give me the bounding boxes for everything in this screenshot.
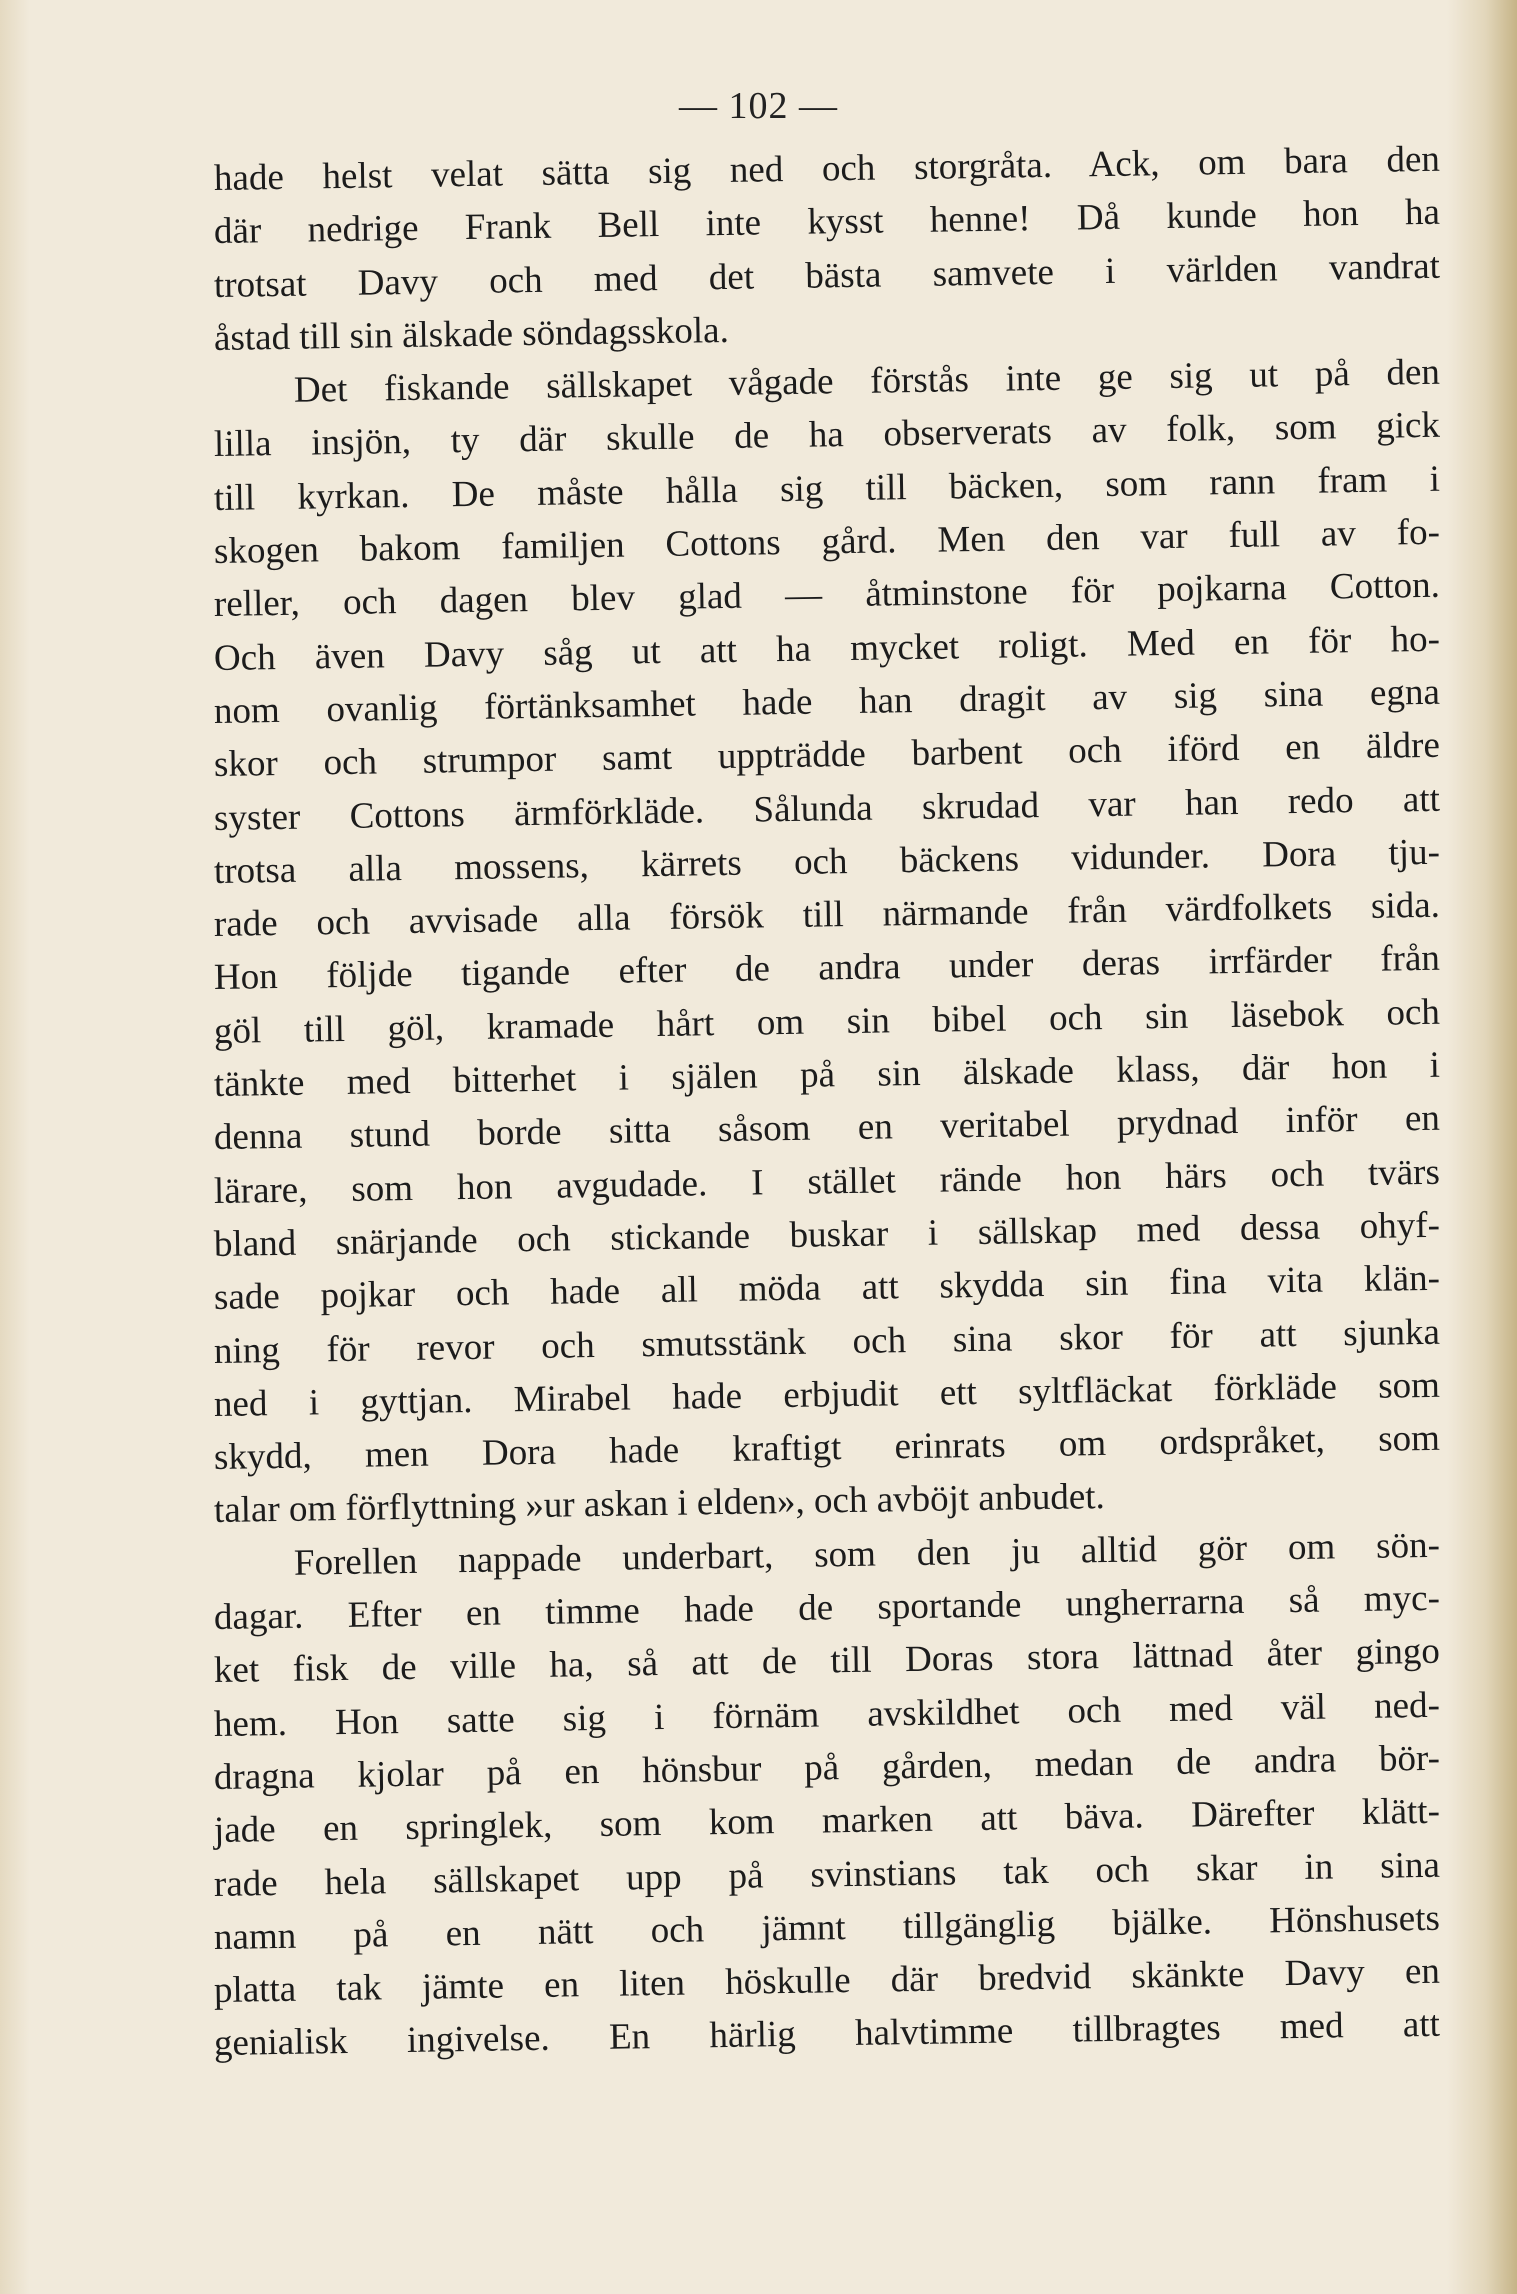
text-line: jade en springlek, som kom marken att bäva. Därefter klätt- <box>213 1790 1441 1852</box>
text-line: skor och strumpor samt uppträdde barbent och iförd en äldre <box>213 725 1441 786</box>
text-line: rade och avvisade alla försök till närmande från värdfolkets sida. <box>213 884 1441 946</box>
page-number: — 102 — <box>679 85 838 127</box>
text-line: dragna kjolar på en hönsbur på gården, medan de andra bör- <box>213 1737 1441 1798</box>
text-line: talar om förflyttning »ur askan i elden», och avböjt anbudet. <box>213 1476 1106 1532</box>
text-line: denna stund borde sitta såsom en veritabel prydnad inför en <box>213 1098 1441 1159</box>
text-line: bland snärjande och stickande buskar i sällskap med dessa ohyf- <box>213 1204 1441 1265</box>
text-line: Och även Davy såg ut att ha mycket roligt. Med en för ho- <box>213 618 1441 679</box>
text-line: lilla insjön, ty där skulle de ha observerats av folk, som gick <box>213 405 1441 466</box>
text-line: Hon följde tigande efter de andra under deras irrfärder från <box>213 938 1441 999</box>
text-line: reller, och dagen blev glad — åtminstone för pojkarna Cotton. <box>213 565 1441 626</box>
text-line: där nedrige Frank Bell inte kysst henne! Då kunde hon ha <box>213 192 1441 253</box>
text-line: sade pojkar och hade all möda att skydda sin fina vita klän- <box>213 1257 1441 1319</box>
body-text <box>213 138 1441 2071</box>
page-gutter-shadow <box>0 0 30 2294</box>
text-line: göl till göl, kramade hårt om sin bibel och sin läsebok och <box>213 991 1441 1052</box>
text-line: skogen bakom familjen Cottons gård. Men den var full av fo- <box>213 511 1441 573</box>
page-edge-shadow <box>1447 0 1517 2294</box>
text-line: trotsa alla mossens, kärrets och bäckens vidunder. Dora tju- <box>213 831 1441 892</box>
text-line: lärare, som hon avgudade. I stället rände hon härs och tvärs <box>213 1151 1441 1212</box>
text-line: trotsat Davy och med det bästa samvete i världen vandrat <box>213 245 1441 306</box>
text-line: syster Cottons ärmförkläde. Sålunda skrudad var han redo att <box>213 778 1441 839</box>
text-line: Det fiskande sällskapet vågade förstås inte ge sig ut på den <box>293 351 1441 411</box>
text-line: hem. Hon satte sig i förnäm avskildhet och med väl ned- <box>213 1684 1441 1745</box>
text-line: skydd, men Dora hade kraftigt erinrats om ordspråket, som <box>213 1417 1441 1479</box>
text-line: ned i gyttjan. Mirabel hade erbjudit ett syltfläckat förkläde som <box>213 1364 1441 1425</box>
text-line: Forellen nappade underbart, som den ju alltid gör om sön- <box>293 1524 1441 1584</box>
text-line: rade hela sällskapet upp på svinstians tak och skar in sina <box>213 1844 1441 1905</box>
text-line: platta tak jämte en liten höskulle där bredvid skänkte Davy en <box>213 1950 1441 2012</box>
text-line: namn på en nätt och jämnt tillgänglig bjälke. Hönshusets <box>213 1897 1441 1958</box>
text-line: till kyrkan. De måste hålla sig till bäcken, som rann fram i <box>213 458 1441 519</box>
text-line: dagar. Efter en timme hade de sportande ungherrarna så myc- <box>213 1577 1441 1639</box>
text-line: ning för revor och smutsstänk och sina skor för att sjunka <box>213 1311 1441 1372</box>
text-line: hade helst velat sätta sig ned och storgråta. Ack, om bara den <box>213 138 1441 199</box>
text-line: nom ovanlig förtänksamhet hade han dragit av sig sina egna <box>213 671 1441 732</box>
text-line: genialisk ingivelse. En härlig halvtimme tillbragtes med att <box>213 2004 1441 2065</box>
text-line: ket fisk de ville ha, så att de till Doras stora lättnad åter gingo <box>213 1631 1441 1692</box>
text-line: åstad till sin älskade söndagsskola. <box>213 309 730 359</box>
text-line: tänkte med bitterhet i själen på sin älskade klass, där hon i <box>213 1044 1441 1106</box>
